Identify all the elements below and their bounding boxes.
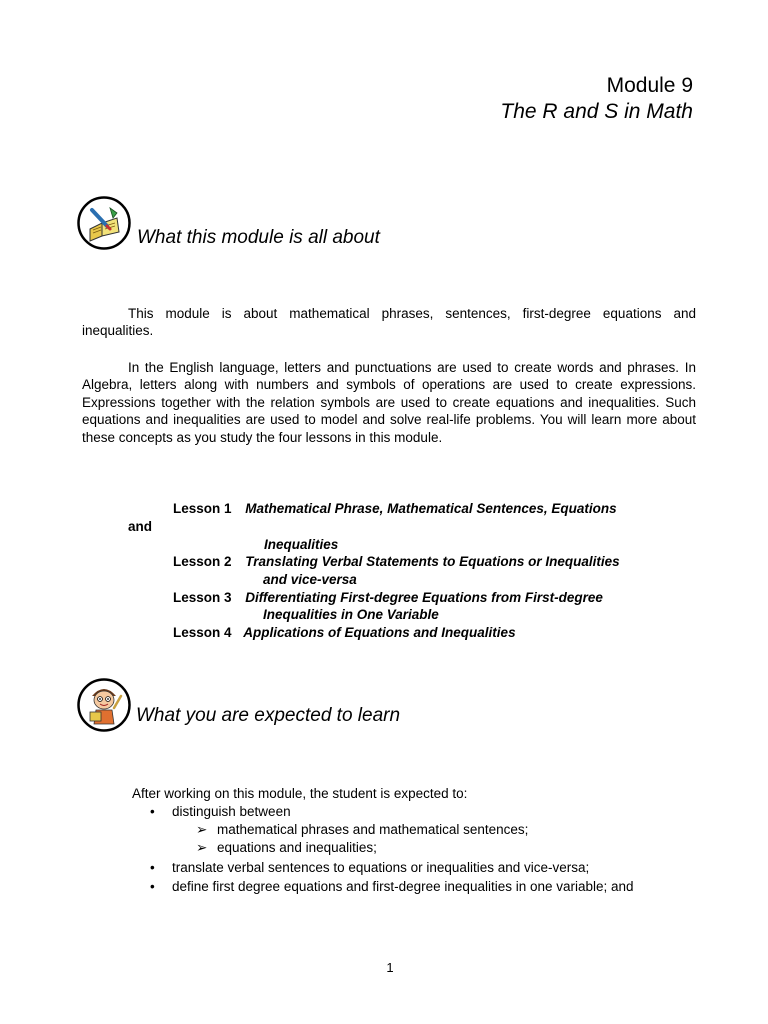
section-heading-expected: What you are expected to learn: [136, 705, 401, 726]
lesson-1-title-line2-text: Inequalities: [264, 537, 339, 552]
bullet-marker: •: [150, 804, 155, 819]
bullet-marker: •: [150, 860, 155, 875]
module-title: The R and S in Math: [500, 100, 693, 123]
lesson-1-label: Lesson 1: [173, 501, 232, 516]
lesson-1-title-line1: Mathematical Phrase, Mathematical Sentences, Equations: [245, 501, 617, 516]
list-item: translate verbal sentences to equations or inequalities and vice-versa;: [172, 860, 590, 875]
lesson-3-title-line1: Differentiating First-degree Equations from First-degree: [245, 590, 603, 605]
lesson-1-title-line2: [264, 537, 338, 552]
sub-bullet-marker: ➢: [196, 840, 208, 855]
lesson-3: [173, 590, 603, 605]
student-icon: [77, 678, 131, 732]
lesson-2-title-line1: Translating Verbal Statements to Equations or Inequalities: [245, 554, 620, 569]
lesson-2-title-line2: [263, 572, 357, 587]
intro-paragraph: [82, 305, 696, 340]
list-item: define first degree equations and first-degree inequalities in one variable; and: [172, 879, 634, 894]
expected-intro: After working on this module, the student is expected to:: [132, 786, 468, 801]
lesson-3-label: Lesson 3: [173, 590, 232, 605]
lesson-2-label: Lesson 2: [173, 554, 232, 569]
detail-paragraph-text: In the English language, letters and punctuations are used to create words and phrases. In Algebra, letters along with numbers and symbols of operations are used to create expressions. Expressions together with the relation symbols are used to create equations and inequalities. Such equations and inequalities are used to model and solve real-life problems. You will learn more about these concepts as you study the four lessons in this module.: [82, 360, 696, 445]
lesson-3-title-line2: [263, 607, 439, 622]
list-item: distinguish between: [172, 804, 291, 819]
module-number: Module 9: [606, 74, 693, 97]
lesson-1-wrap: and: [128, 519, 153, 534]
page-number: 1: [386, 960, 394, 975]
list-item: mathematical phrases and mathematical sentences;: [217, 822, 529, 837]
intro-paragraph-text: This module is about mathematical phrases, sentences, first-degree equations and inequalities.: [82, 306, 696, 339]
lesson-4: [173, 625, 516, 640]
detail-paragraph: [82, 359, 696, 446]
open-book-icon: [77, 196, 131, 250]
lesson-1: [173, 501, 617, 516]
lesson-4-title-line1: Applications of Equations and Inequalities: [243, 625, 516, 640]
list-item: equations and inequalities;: [217, 840, 377, 855]
lesson-3-title-line2-text: Inequalities in One Variable: [263, 607, 439, 622]
bullet-marker: •: [150, 879, 155, 894]
section-heading-about: What this module is all about: [137, 227, 380, 248]
lesson-4-label: Lesson 4: [173, 625, 232, 640]
lesson-2-title-line2-text: and vice-versa: [263, 572, 357, 587]
lesson-2: [173, 554, 620, 569]
sub-bullet-marker: ➢: [196, 822, 208, 837]
